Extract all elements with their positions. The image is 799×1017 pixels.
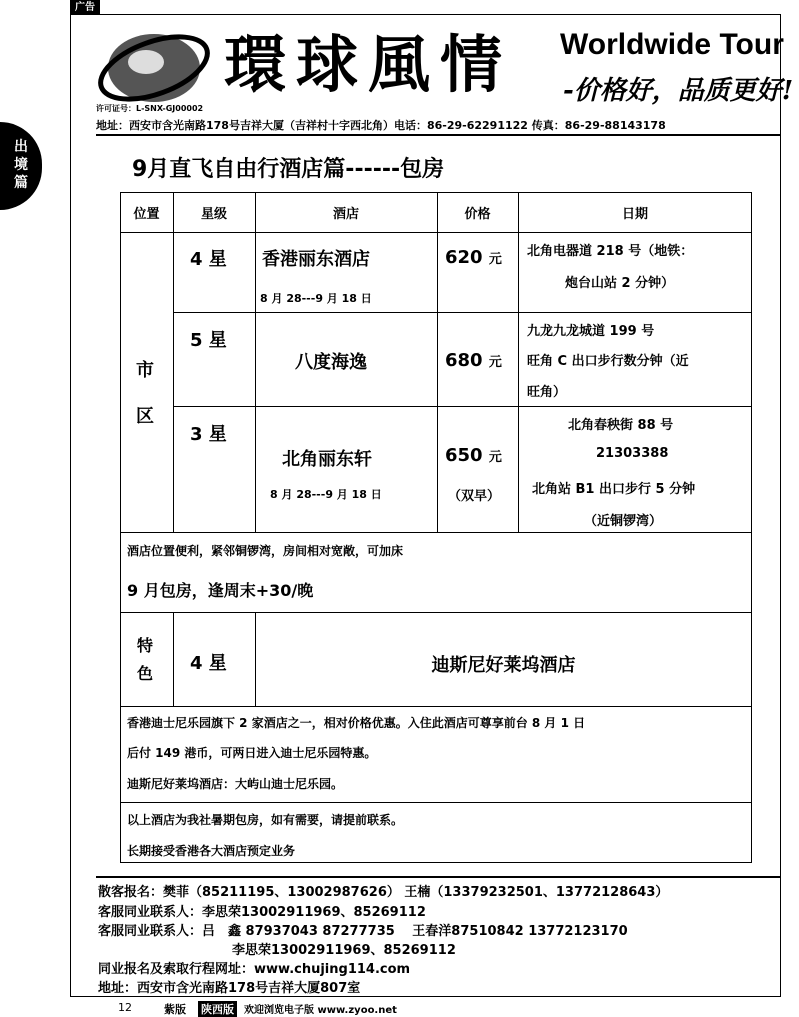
row2-price-unit: 元 bbox=[488, 355, 502, 370]
col-divider bbox=[255, 192, 256, 532]
location-cell: 市区 bbox=[136, 360, 154, 427]
col-header-hotel: 酒店 bbox=[332, 207, 359, 222]
special-star: 4 星 bbox=[190, 653, 227, 674]
col-divider bbox=[173, 612, 174, 706]
row3-address-1: 北角春秧街 88 号 bbox=[568, 418, 674, 433]
row3-address-3: 北角站 B1 出口步行 5 分钟 bbox=[532, 482, 696, 497]
note-package: 9 月包房，逢周末+30/晚 bbox=[127, 581, 314, 600]
globe-logo-icon bbox=[96, 24, 216, 108]
row-divider bbox=[120, 612, 752, 613]
row3-dates: 8 月 28---9 月 18 日 bbox=[270, 488, 382, 501]
row2-price-value: 680 bbox=[445, 350, 483, 371]
row3-star: 3 星 bbox=[190, 424, 227, 445]
disney-note-2: 后付 149 港币，可两日进入迪士尼乐园特惠。 bbox=[127, 746, 377, 760]
special-hotel: 迪斯尼好莱坞酒店 bbox=[431, 655, 576, 676]
site-text: 欢迎浏览电子版 www.zyoo.net bbox=[244, 1005, 397, 1016]
brand-name-cn: 環球風情 bbox=[224, 28, 513, 101]
brand-slogan: -价格好，品质更好! bbox=[563, 76, 794, 106]
col-header-star: 星级 bbox=[200, 207, 227, 222]
section-side-tab bbox=[0, 122, 42, 210]
page-title: 9月直飞自由行酒店篇------包房 bbox=[132, 157, 445, 182]
license-number: 许可证号：L-SNX-GJ00002 bbox=[96, 104, 204, 113]
row1-hotel: 香港丽东酒店 bbox=[262, 249, 370, 270]
footer-line-service-1: 客服同业联系人：李思荣13002911969、85269112 bbox=[98, 905, 426, 920]
row-divider bbox=[120, 802, 752, 803]
footer-line-service-3: 李思荣13002911969、85269112 bbox=[232, 943, 456, 958]
row2-address-3: 旺角） bbox=[527, 385, 567, 400]
row2-hotel: 八度海逸 bbox=[295, 352, 367, 373]
footer-divider bbox=[96, 876, 781, 878]
side-tab-label: 出境篇 bbox=[14, 139, 28, 191]
col-header-price: 价格 bbox=[464, 207, 491, 222]
row1-star: 4 星 bbox=[190, 249, 227, 270]
disney-note-3: 迪斯尼好莱坞酒店：大屿山迪士尼乐园。 bbox=[127, 777, 344, 791]
row2-price bbox=[445, 350, 502, 371]
edition-label: 紫版 bbox=[164, 1003, 186, 1016]
row3-address-4: （近铜锣湾） bbox=[584, 514, 663, 529]
row1-price-value: 620 bbox=[445, 247, 483, 268]
header-address: 地址：西安市含光南路178号吉祥大厦（吉祥村十字西北角）电话：86-29-62291122 传真：86-29-88143178 bbox=[96, 119, 666, 132]
row3-price-value: 650 bbox=[445, 445, 483, 466]
footer-line-address: 地址：西安市含光南路178号吉祥大厦807室 bbox=[98, 981, 361, 996]
row1-price-unit: 元 bbox=[488, 252, 502, 267]
row3-price-unit: 元 bbox=[488, 450, 502, 465]
table-header-divider bbox=[120, 232, 752, 233]
row2-address-2: 旺角 C 出口步行数分钟（近 bbox=[527, 354, 689, 369]
footer-line-retail: 散客报名：樊菲（85211195、13002987626） 王楠（13379232501、13772128643） bbox=[98, 885, 669, 900]
row1-address-1: 北角电器道 218 号（地铁： bbox=[527, 244, 694, 259]
col-header-location: 位置 bbox=[133, 207, 160, 222]
closing-note-2: 长期接受香港各大酒店预定业务 bbox=[127, 844, 296, 858]
header-divider bbox=[96, 134, 781, 136]
row1-dates: 8 月 28---9 月 18 日 bbox=[260, 292, 372, 305]
row-divider bbox=[120, 532, 752, 533]
row1-address-2: 炮台山站 2 分钟） bbox=[565, 276, 675, 291]
brand-name-en: Worldwide Tour bbox=[560, 28, 784, 61]
footer-line-service-2: 客服同业联系人：吕 鑫 87937043 87277735 王春洋87510842 13772123170 bbox=[98, 924, 628, 939]
col-header-date: 日期 bbox=[621, 207, 648, 222]
footer-line-website: 同业报名及索取行程网址：www.chujing114.com bbox=[98, 962, 411, 977]
edition-badge: 陕西版 bbox=[198, 1001, 237, 1017]
closing-note-1: 以上酒店为我社暑期包房，如有需要，请提前联系。 bbox=[127, 813, 404, 827]
ad-label: 广告 bbox=[70, 0, 100, 15]
col-divider bbox=[173, 192, 174, 532]
row3-price-note: （双早） bbox=[448, 489, 501, 504]
page-number: 12 bbox=[118, 1001, 132, 1014]
row-divider bbox=[173, 406, 752, 407]
col-divider bbox=[518, 192, 519, 532]
disney-note-1: 香港迪士尼乐园旗下 2 家酒店之一，相对价格优惠。入住此酒店可尊享前台 8 月 1 日 bbox=[127, 716, 586, 730]
row3-address-2: 21303388 bbox=[596, 446, 669, 461]
row-divider bbox=[120, 706, 752, 707]
row2-star: 5 星 bbox=[190, 330, 227, 351]
col-divider bbox=[437, 192, 438, 532]
note-location: 酒店位置便利，紧邻铜锣湾，房间相对宽敞，可加床 bbox=[127, 544, 404, 558]
row1-price bbox=[445, 247, 502, 268]
special-label: 特色 bbox=[136, 636, 153, 683]
row2-address-1: 九龙九龙城道 199 号 bbox=[527, 324, 655, 339]
row3-price bbox=[445, 445, 502, 466]
row-divider bbox=[173, 312, 752, 313]
row3-hotel: 北角丽东轩 bbox=[282, 449, 372, 470]
